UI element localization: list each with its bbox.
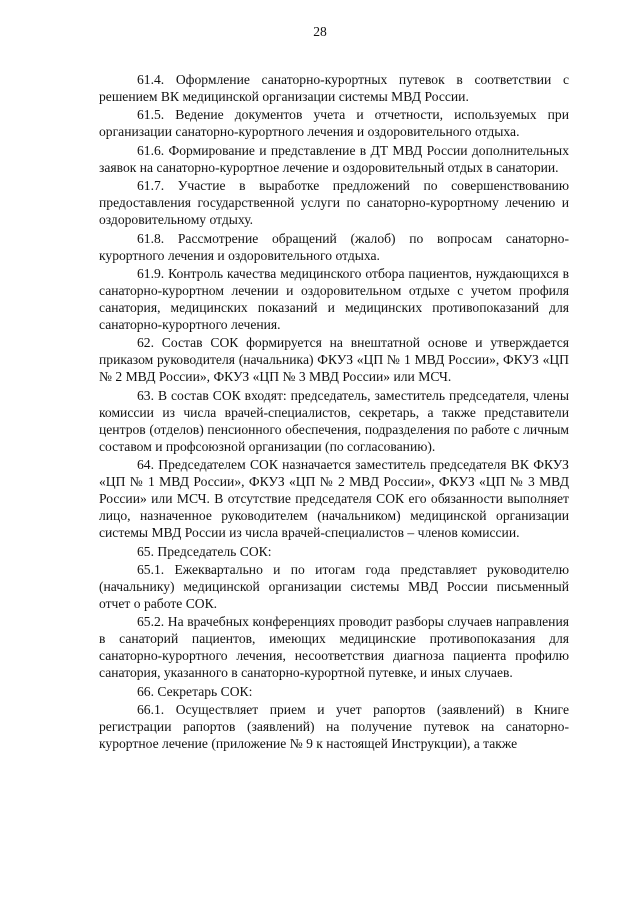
paragraph-66-1: 66.1. Осуществляет прием и учет рапортов (заявлений) в Книге регистрации рапортов (заявлений) на получение путевок на санаторно-курортное лечение (приложение № 9 к настоящей Инструкции), а также [99,702,569,752]
paragraph-63: 63. В состав СОК входят: председатель, заместитель председателя, члены комиссии из числа врачей-специалистов, секретарь, а также представители центров (отделов) пенсионного обеспечения, подразделения по работе с личным составом и профсоюзной организации (по согласованию). [99,387,569,454]
paragraph-64: 64. Председателем СОК назначается заместитель председателя ВК ФКУЗ «ЦП № 1 МВД России», ФКУЗ «ЦП № 2 МВД России», ФКУЗ «ЦП № 3 МВД России» или МСЧ. В отсутствие председателя СОК его обязанности выполняет лицо, назначенное руководителем (начальником) медицинской организации системы МВД России из числа врачей-специалистов – членов комиссии. [99,457,569,541]
paragraph-61-7: 61.7. Участие в выработке предложений по совершенствованию предоставления государственной услуги по санаторно-курортному лечению и оздоровительному отдыху. [99,178,569,228]
page-number: 28 [313,24,327,39]
paragraph-65-1: 65.1. Ежеквартально и по итогам года представляет руководителю (начальнику) медицинской организации системы МВД России письменный отчет о работе СОК. [99,561,569,611]
paragraph-65: 65. Председатель СОК: [137,543,272,559]
paragraph-66: 66. Секретарь СОК: [137,683,253,699]
paragraph-65-2: 65.2. На врачебных конференциях проводит разборы случаев направления в санаторий пациентов, имеющих медицинские противопоказания для санаторно-курортного лечения, несоответствия диагноза пациента профилю санатория, указанного в санаторно-курортной путевке, и иных случаев. [99,614,569,681]
paragraph-61-5: 61.5. Ведение документов учета и отчетности, используемых при организации санаторно-курортного лечения и оздоровительного отдыха. [99,107,569,140]
paragraph-61-9: 61.9. Контроль качества медицинского отбора пациентов, нуждающихся в санаторно-курортном лечении и оздоровительном отдыхе с учетом профиля санатория, медицинских показаний и медицинских противопоказаний для санаторно-курортного лечения. [99,265,569,332]
paragraph-61-8: 61.8. Рассмотрение обращений (жалоб) по вопросам санаторно-курортного лечения и оздоровительного отдыха. [99,230,569,263]
paragraph-61-6: 61.6. Формирование и представление в ДТ МВД России дополнительных заявок на санаторно-курортное лечение и оздоровительный отдых в санатории. [99,142,569,175]
paragraph-62: 62. Состав СОК формируется на внештатной основе и утверждается приказом руководителя (начальника) ФКУЗ «ЦП № 1 МВД России», ФКУЗ «ЦП № 2 МВД России», ФКУЗ «ЦП № 3 МВД России» или МСЧ. [99,335,569,385]
paragraph-61-4: 61.4. Оформление санаторно-курортных путевок в соответствии с решением ВК медицинской организации системы МВД России. [99,72,569,104]
document-body [99,71,569,753]
